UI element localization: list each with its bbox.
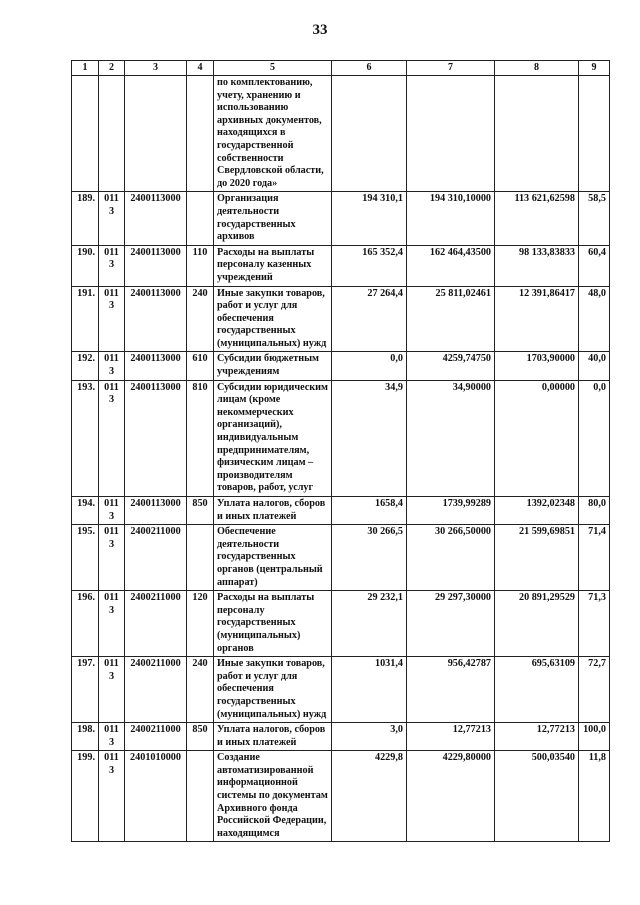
target-code-cell: 2400113000 bbox=[125, 352, 187, 380]
approved-amount-cell: 165 352,4 bbox=[332, 245, 407, 286]
approved-amount-cell: 30 266,5 bbox=[332, 525, 407, 591]
table-row bbox=[72, 497, 610, 525]
item-name-cell: Иные закупки товаров, работ и услуг для обеспечения государственных (муниципальных) нужд bbox=[214, 286, 332, 352]
executed-amount-cell: 12,77213 bbox=[495, 723, 579, 751]
refined-amount-cell: 956,42787 bbox=[407, 657, 495, 723]
target-code-cell: 2400211000 bbox=[125, 591, 187, 657]
approved-amount-cell: 194 310,1 bbox=[332, 192, 407, 245]
column-header: 6 bbox=[332, 61, 407, 76]
item-name-cell: Уплата налогов, сборов и иных платежей bbox=[214, 497, 332, 525]
percent-cell: 58,5 bbox=[579, 192, 610, 245]
row-number-cell: 194. bbox=[72, 497, 99, 525]
table-row bbox=[72, 380, 610, 496]
table-row bbox=[72, 76, 610, 192]
approved-amount-cell: 27 264,4 bbox=[332, 286, 407, 352]
percent-cell: 0,0 bbox=[579, 380, 610, 496]
refined-amount-cell: 30 266,50000 bbox=[407, 525, 495, 591]
target-code-cell: 2400113000 bbox=[125, 497, 187, 525]
refined-amount-cell: 12,77213 bbox=[407, 723, 495, 751]
section-code-cell: 0113 bbox=[99, 591, 125, 657]
percent-cell: 71,3 bbox=[579, 591, 610, 657]
refined-amount-cell: 194 310,10000 bbox=[407, 192, 495, 245]
table-row bbox=[72, 192, 610, 245]
percent-cell: 40,0 bbox=[579, 352, 610, 380]
item-name-cell: Расходы на выплаты персоналу казенных учреждений bbox=[214, 245, 332, 286]
column-header: 9 bbox=[579, 61, 610, 76]
executed-amount-cell: 113 621,62598 bbox=[495, 192, 579, 245]
target-code-cell: 2400113000 bbox=[125, 245, 187, 286]
table-body bbox=[72, 76, 610, 842]
section-code-cell: 0113 bbox=[99, 723, 125, 751]
section-code-cell: 0113 bbox=[99, 525, 125, 591]
refined-amount-cell: 4229,80000 bbox=[407, 751, 495, 842]
approved-amount-cell: 1031,4 bbox=[332, 657, 407, 723]
row-number-cell: 191. bbox=[72, 286, 99, 352]
executed-amount-cell: 21 599,69851 bbox=[495, 525, 579, 591]
percent-cell: 60,4 bbox=[579, 245, 610, 286]
expense-type-cell: 850 bbox=[187, 723, 214, 751]
executed-amount-cell: 1392,02348 bbox=[495, 497, 579, 525]
expense-type-cell bbox=[187, 751, 214, 842]
table-row bbox=[72, 591, 610, 657]
expense-type-cell: 240 bbox=[187, 286, 214, 352]
percent-cell: 71,4 bbox=[579, 525, 610, 591]
item-name-cell: Субсидии юридическим лицам (кроме некоммерческих организаций), индивидуальным предпринимателям, физическим лицам – производителям товаров, работ, услуг bbox=[214, 380, 332, 496]
table-row bbox=[72, 751, 610, 842]
target-code-cell: 2400211000 bbox=[125, 657, 187, 723]
item-name-cell: Уплата налогов, сборов и иных платежей bbox=[214, 723, 332, 751]
executed-amount-cell: 500,03540 bbox=[495, 751, 579, 842]
item-name-cell: Организация деятельности государственных архивов bbox=[214, 192, 332, 245]
row-number-cell: 193. bbox=[72, 380, 99, 496]
column-header: 1 bbox=[72, 61, 99, 76]
row-number-cell: 199. bbox=[72, 751, 99, 842]
column-header: 7 bbox=[407, 61, 495, 76]
column-header: 4 bbox=[187, 61, 214, 76]
target-code-cell: 2400113000 bbox=[125, 380, 187, 496]
item-name-cell: Обеспечение деятельности государственных органов (центральный аппарат) bbox=[214, 525, 332, 591]
table-row bbox=[72, 352, 610, 380]
row-number-cell bbox=[72, 76, 99, 192]
expense-type-cell bbox=[187, 192, 214, 245]
section-code-cell: 0113 bbox=[99, 497, 125, 525]
table-row bbox=[72, 245, 610, 286]
expense-type-cell: 810 bbox=[187, 380, 214, 496]
executed-amount-cell: 12 391,86417 bbox=[495, 286, 579, 352]
section-code-cell: 0113 bbox=[99, 657, 125, 723]
section-code-cell bbox=[99, 76, 125, 192]
item-name-cell: Создание автоматизированной информационной системы по документам Архивного фонда Российской Федерации, находящимся bbox=[214, 751, 332, 842]
row-number-cell: 190. bbox=[72, 245, 99, 286]
expense-type-cell: 610 bbox=[187, 352, 214, 380]
item-name-cell: Субсидии бюджетным учреждениям bbox=[214, 352, 332, 380]
section-code-cell: 0113 bbox=[99, 192, 125, 245]
target-code-cell: 2401010000 bbox=[125, 751, 187, 842]
percent-cell: 11,8 bbox=[579, 751, 610, 842]
column-header: 5 bbox=[214, 61, 332, 76]
section-code-cell: 0113 bbox=[99, 245, 125, 286]
section-code-cell: 0113 bbox=[99, 286, 125, 352]
table-row bbox=[72, 286, 610, 352]
row-number-cell: 189. bbox=[72, 192, 99, 245]
table-row bbox=[72, 525, 610, 591]
expense-type-cell bbox=[187, 76, 214, 192]
refined-amount-cell bbox=[407, 76, 495, 192]
table-row bbox=[72, 723, 610, 751]
approved-amount-cell: 0,0 bbox=[332, 352, 407, 380]
expense-type-cell: 240 bbox=[187, 657, 214, 723]
expense-type-cell: 110 bbox=[187, 245, 214, 286]
approved-amount-cell: 1658,4 bbox=[332, 497, 407, 525]
percent-cell: 100,0 bbox=[579, 723, 610, 751]
budget-table bbox=[71, 60, 610, 842]
percent-cell: 72,7 bbox=[579, 657, 610, 723]
section-code-cell: 0113 bbox=[99, 380, 125, 496]
item-name-cell: Иные закупки товаров, работ и услуг для обеспечения государственных (муниципальных) нужд bbox=[214, 657, 332, 723]
row-number-cell: 195. bbox=[72, 525, 99, 591]
expense-type-cell: 850 bbox=[187, 497, 214, 525]
refined-amount-cell: 29 297,30000 bbox=[407, 591, 495, 657]
executed-amount-cell: 1703,90000 bbox=[495, 352, 579, 380]
section-code-cell: 0113 bbox=[99, 352, 125, 380]
refined-amount-cell: 4259,74750 bbox=[407, 352, 495, 380]
executed-amount-cell: 20 891,29529 bbox=[495, 591, 579, 657]
executed-amount-cell: 695,63109 bbox=[495, 657, 579, 723]
page-number: 33 bbox=[312, 22, 328, 38]
executed-amount-cell: 98 133,83833 bbox=[495, 245, 579, 286]
approved-amount-cell: 34,9 bbox=[332, 380, 407, 496]
approved-amount-cell: 29 232,1 bbox=[332, 591, 407, 657]
row-number-cell: 197. bbox=[72, 657, 99, 723]
expense-type-cell bbox=[187, 525, 214, 591]
item-name-cell: Расходы на выплаты персоналу государственных (муниципальных) органов bbox=[214, 591, 332, 657]
target-code-cell: 2400113000 bbox=[125, 286, 187, 352]
target-code-cell bbox=[125, 76, 187, 192]
item-name-cell: по комплектованию, учету, хранению и использованию архивных документов, находящихся в государственной собственности Свердловской области, до 2020 года» bbox=[214, 76, 332, 192]
target-code-cell: 2400113000 bbox=[125, 192, 187, 245]
table-row bbox=[72, 657, 610, 723]
executed-amount-cell: 0,00000 bbox=[495, 380, 579, 496]
approved-amount-cell bbox=[332, 76, 407, 192]
percent-cell: 80,0 bbox=[579, 497, 610, 525]
percent-cell: 48,0 bbox=[579, 286, 610, 352]
refined-amount-cell: 34,90000 bbox=[407, 380, 495, 496]
refined-amount-cell: 1739,99289 bbox=[407, 497, 495, 525]
header-row bbox=[72, 61, 610, 76]
refined-amount-cell: 25 811,02461 bbox=[407, 286, 495, 352]
section-code-cell: 0113 bbox=[99, 751, 125, 842]
row-number-cell: 196. bbox=[72, 591, 99, 657]
approved-amount-cell: 3,0 bbox=[332, 723, 407, 751]
column-header: 3 bbox=[125, 61, 187, 76]
executed-amount-cell bbox=[495, 76, 579, 192]
target-code-cell: 2400211000 bbox=[125, 525, 187, 591]
percent-cell bbox=[579, 76, 610, 192]
row-number-cell: 192. bbox=[72, 352, 99, 380]
column-header: 2 bbox=[99, 61, 125, 76]
expense-type-cell: 120 bbox=[187, 591, 214, 657]
target-code-cell: 2400211000 bbox=[125, 723, 187, 751]
column-header: 8 bbox=[495, 61, 579, 76]
refined-amount-cell: 162 464,43500 bbox=[407, 245, 495, 286]
row-number-cell: 198. bbox=[72, 723, 99, 751]
approved-amount-cell: 4229,8 bbox=[332, 751, 407, 842]
